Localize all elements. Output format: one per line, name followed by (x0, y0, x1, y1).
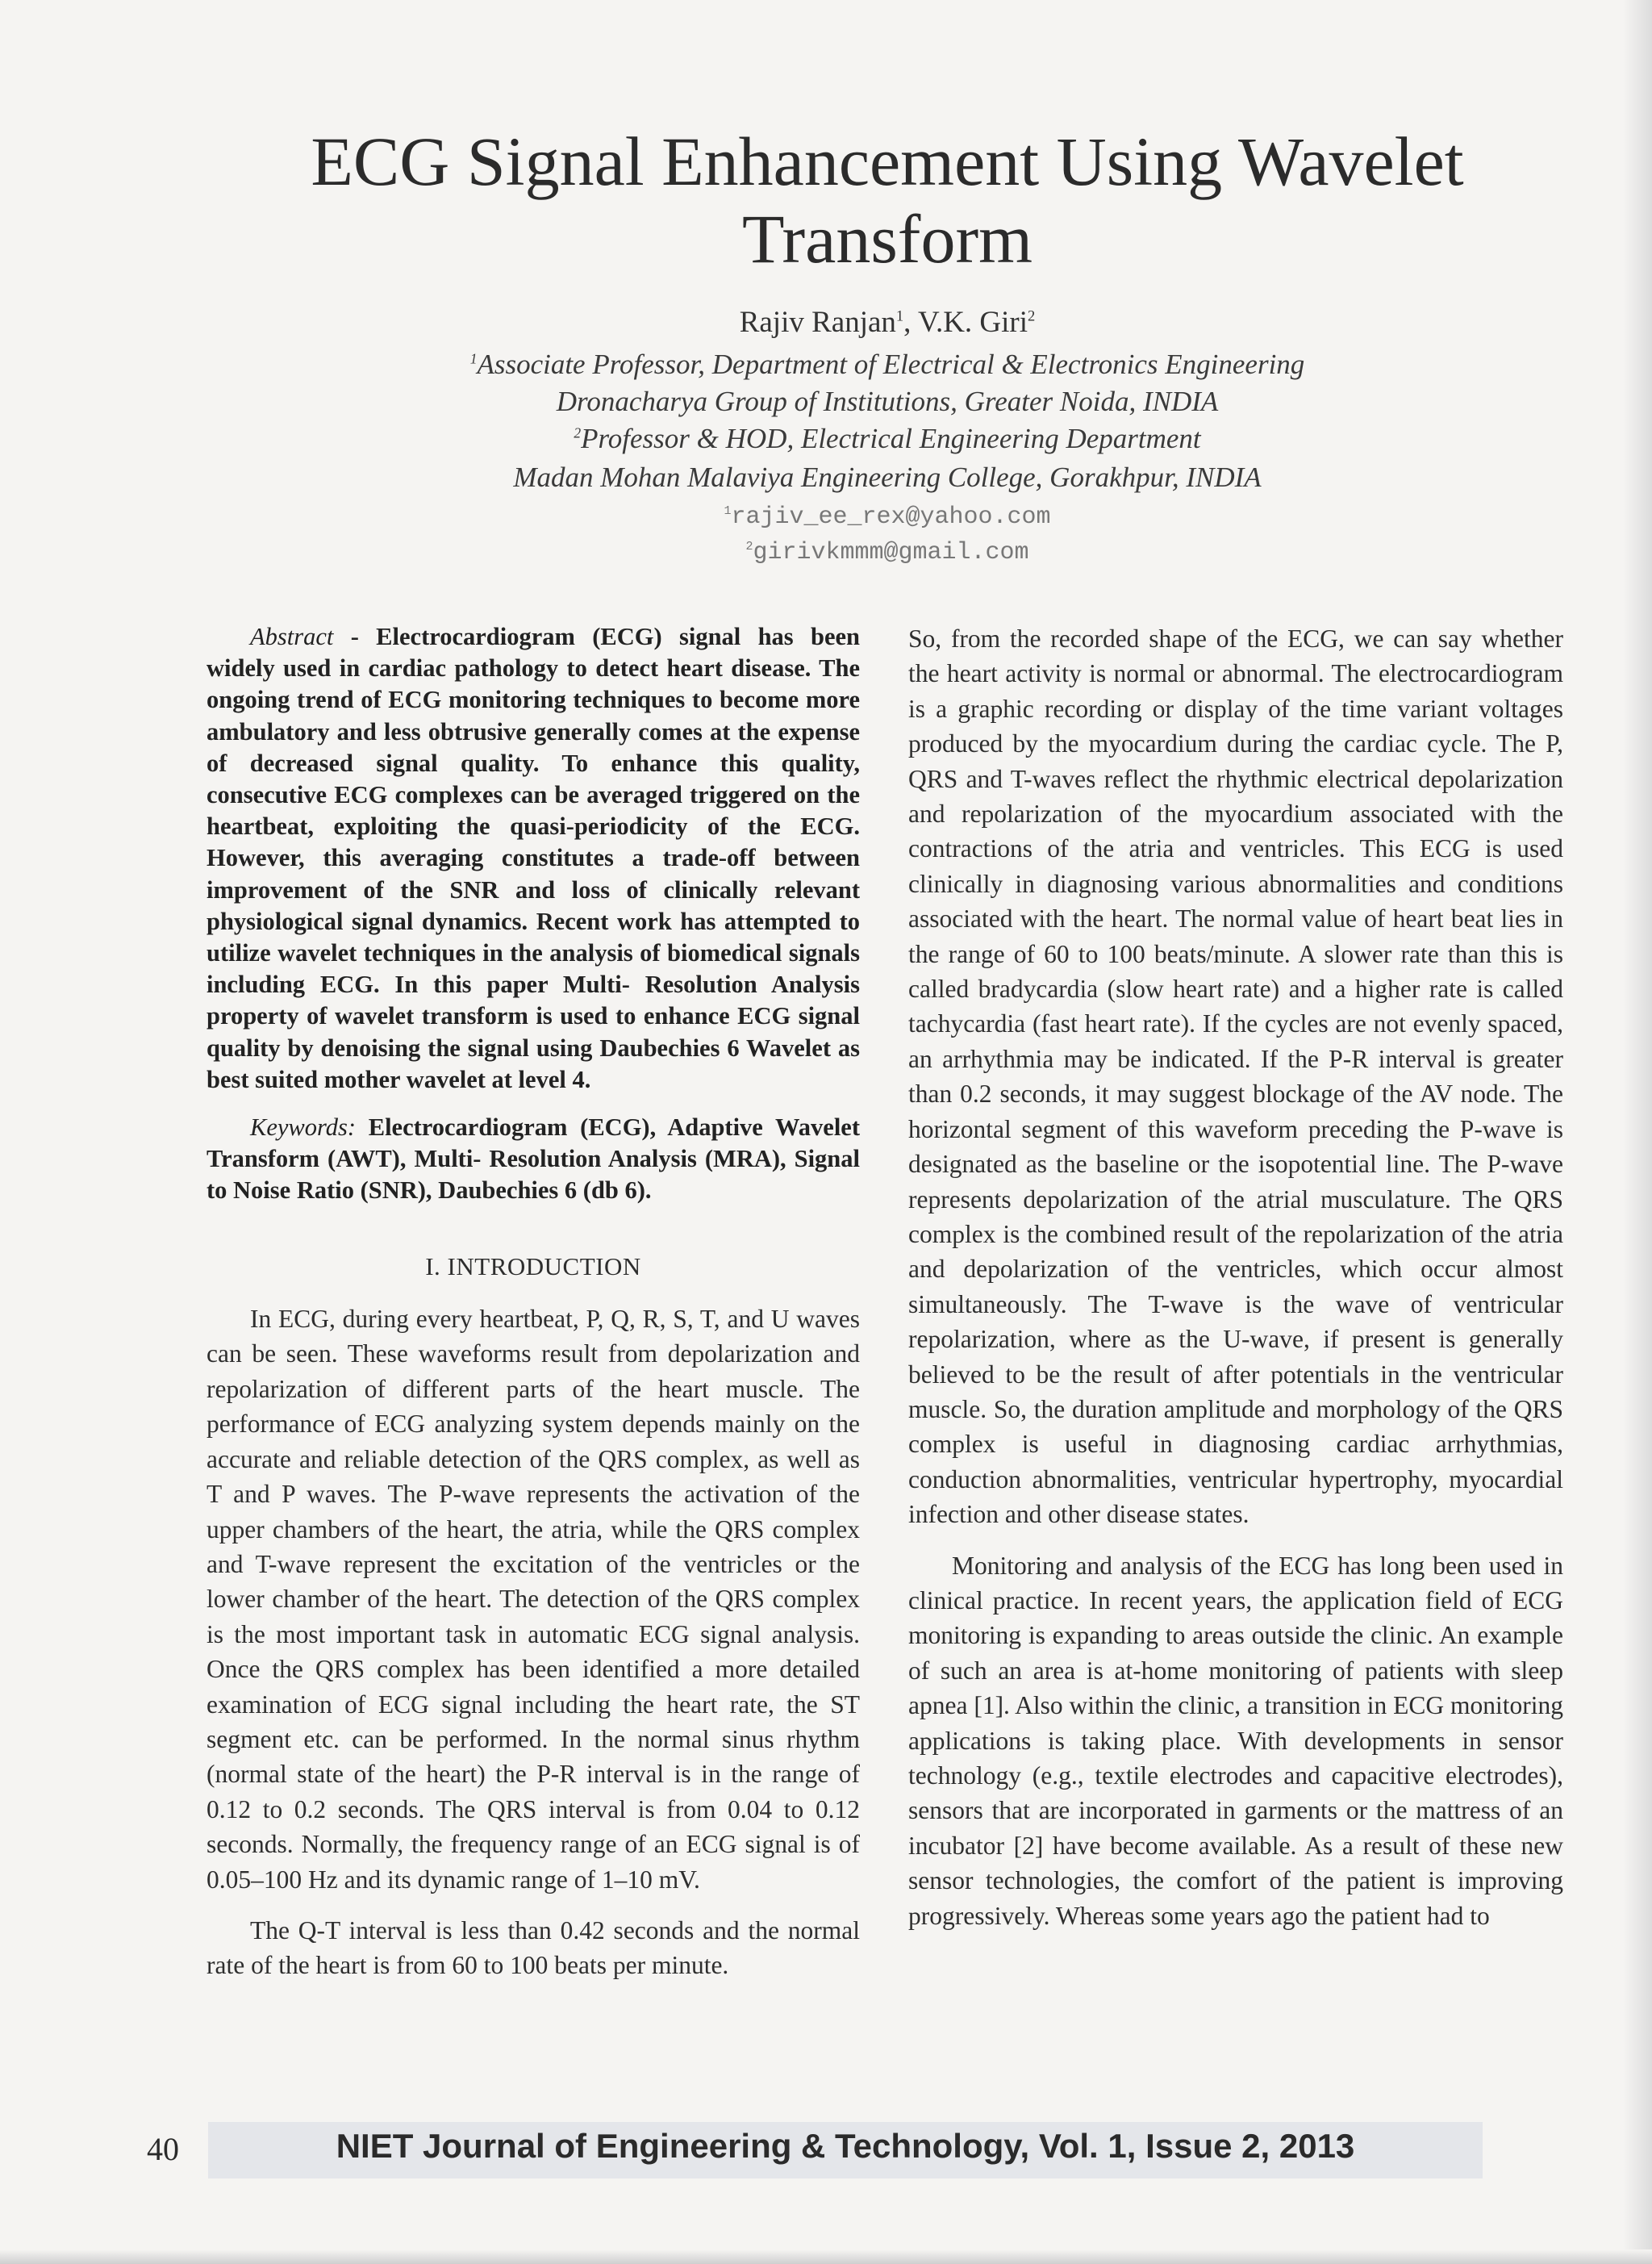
author-1: Rajiv Ranjan (739, 306, 896, 339)
affiliation-text: Professor & HOD, Electrical Engineering Department (581, 423, 1201, 454)
author-line (161, 305, 1613, 340)
author-2: V.K. Giri (918, 306, 1028, 339)
abstract-paragraph (206, 621, 860, 1096)
abstract-text: - Electrocardiogram (ECG) signal has been widely used in cardiac pathology to detect heart disease. The ongoing trend of ECG monitoring techniques to become more ambulatory and less obtrusive generally comes at the expense of decreased signal quality. To enhance this quality, consecutive ECG complexes can be averaged triggered on the heartbeat, exploiting the quasi-periodicity of the ECG. However, this averaging constitutes a trade-off between improvement of the SNR and loss of clinically relevant physiological signal dynamics. Recent work has attempted to utilize wavelet techniques in the analysis of biomedical signals including ECG. In this paper Multi- Resolution Analysis property of wavelet transform is used to enhance ECG signal quality by denoising the signal using Daubechies 6 Wavelet as best suited mother wavelet at level 4. (206, 623, 860, 1093)
author-2-marker: 2 (1028, 308, 1036, 325)
author-email[interactable] (161, 539, 1613, 566)
affiliation-text: Associate Professor, Department of Electrical & Electronics Engineering (477, 349, 1305, 380)
page-number: 40 (147, 2131, 179, 2167)
affiliation-line (161, 462, 1613, 494)
affiliation-text: Dronacharya Group of Institutions, Greater Noida, INDIA (556, 386, 1219, 417)
title-line-2: Transform (742, 200, 1032, 278)
keywords-label: Keywords: (250, 1113, 357, 1142)
left-column (206, 621, 860, 1999)
body-paragraph: The Q-T interval is less than 0.42 seconds and the normal rate of the heart is from 60 to 100 beats per minute. (206, 1915, 860, 1980)
title-line-1: ECG Signal Enhancement Using Wavelet (311, 123, 1464, 200)
author-1-marker: 1 (895, 308, 904, 325)
affiliation-line (161, 349, 1613, 381)
body-paragraph: In ECG, during every heartbeat, P, Q, R, S, T, and U waves can be seen. These waveforms result from depolarization and repolarization of different parts of the heart muscle. The performance of ECG analyzing system depends mainly on the accurate and reliable detection of the QRS complex, as well as T and P waves. The P-wave represents the activation of the upper chambers of the heart, the atria, while the QRS complex and T-wave represent the excitation of the ventricles or the lower chamber of the heart. The detection of the QRS complex is the most important task in automatic ECG signal analysis. Once the QRS complex has been identified a more detailed examination of ECG signal including the heart rate, the ST segment etc. can be performed. In the normal sinus rhythm (normal state of the heart) the P-R interval is in the range of 0.12 to 0.2 seconds. The QRS interval is from 0.04 to 0.12 seconds. Normally, the frequency range of an ECG signal is of 0.05–100 Hz and its dynamic range of 1–10 mV. (206, 1305, 860, 1894)
affiliation-text: Madan Mohan Malaviya Engineering College, Gorakhpur, INDIA (513, 462, 1262, 493)
email-marker: 1 (724, 504, 732, 518)
email-marker: 2 (745, 540, 753, 553)
email-text: rajiv_ee_rex@yahoo.com (731, 503, 1051, 531)
journal-footer: NIET Journal of Engineering & Technology, Vol. 1, Issue 2, 2013 (336, 2127, 1355, 2165)
body-paragraph: So, from the recorded shape of the ECG, we can say whether the heart activity is normal or abnormal. The electrocardiogram is a graphic recording or display of the time variant voltages produced by the myocardium during the cardiac cycle. The P, QRS and T-waves reflect the rhythmic electrical depolarization and repolarization of the myocardium associated with the contractions of the atria and ventricles. This ECG is used clinically in diagnosing various abnormalities and conditions associated with the heart. The normal value of heart beat lies in the range of 60 to 100 beats/minute. A slower rate than this is called bradycardia (slow heart rate) and a higher rate is called tachycardia (fast heart rate). If the cycles are not evenly spaced, an arrhythmia may be indicated. If the P-R interval is greater than 0.2 seconds, it may suggest blockage of the AV node. The horizontal segment of this waveform preceding the P-wave is designated as the baseline or the isopotential line. The P-wave represents depolarization of the atrial musculature. The QRS complex is the combined result of the repolarization of the atria and depolarization of the ventricles, which occur almost simultaneously. The T-wave is the wave of ventricular repolarization, where as the U-wave, if present is generally believed to be the result of after potentials in the ventricular muscle. So, the duration amplitude and morphology of the QRS complex is useful in diagnosing cardiac arrhythmias, conduction abnormalities, ventricular hypertrophy, myocardial infection and other disease states. (908, 624, 1563, 1529)
section-heading-introduction: I. INTRODUCTION (425, 1251, 641, 1280)
affiliation-marker: 1 (469, 350, 478, 367)
email-text: girivkmmm@gmail.com (753, 539, 1029, 566)
affiliation-marker: 2 (574, 424, 582, 441)
affiliation-line (161, 386, 1613, 418)
body-paragraph: Monitoring and analysis of the ECG has long been used in clinical practice. In recent years, the application field of ECG monitoring is expanding to areas outside the clinic. An example of such an area is at-home monitoring of patients with sleep apnea [1]. Also within the clinic, a transition in ECG monitoring applications is taking place. With developments in sensor technology (e.g., textile electrodes and capacitive electrodes), sensors that are incorporated in garments or the mattress of an incubator [2] have become available. As a result of these new sensor technologies, the comfort of the patient is improving progressively. Whereas some years ago the patient had to (908, 1551, 1563, 1930)
affiliation-line (161, 423, 1613, 455)
author-separator: , (903, 306, 919, 339)
author-email[interactable] (161, 503, 1613, 531)
paper-title (161, 123, 1613, 278)
keywords-text: Electrocardiogram (ECG), Adaptive Wavelet Transform (AWT), Multi- Resolution Analysis (MRA), Signal to Noise Ratio (SNR), Daubechies 6 (db 6). (206, 1113, 860, 1205)
abstract-label: Abstract (250, 623, 334, 650)
keywords-paragraph (206, 1112, 860, 1207)
page-bottom-shadow (0, 2249, 1652, 2264)
page-edge-shadow (1623, 0, 1652, 2264)
right-column (908, 621, 1563, 1949)
